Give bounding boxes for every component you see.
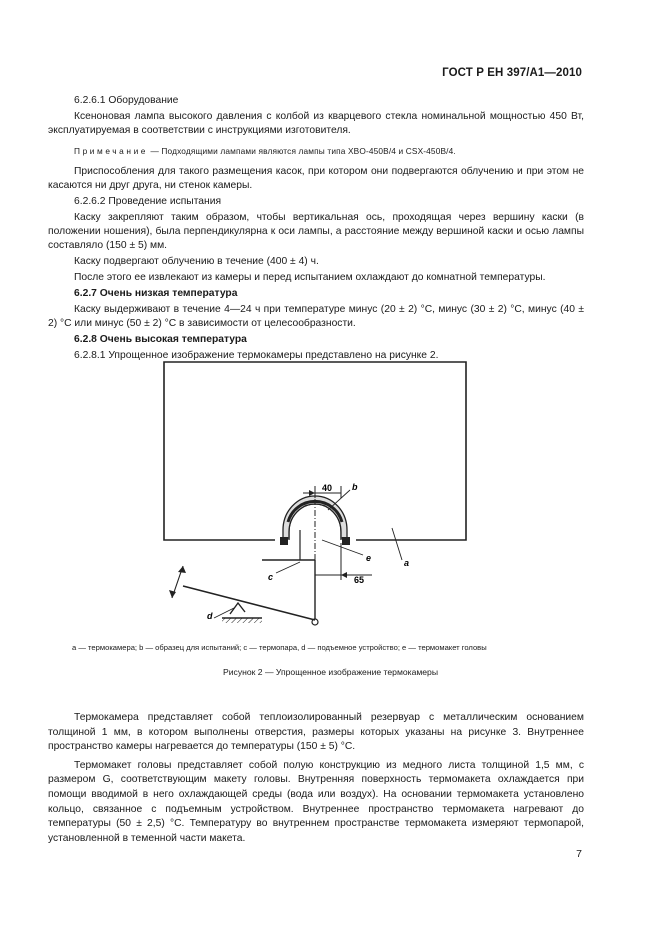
section-6261-text: Ксеноновая лампа высокого давления с колбой из кварцевого стекла номинальной мощностью 450 Вт, эксплуатируемая в соответствии с инструкциями изготовителя.	[48, 111, 584, 136]
section-6262-title: 6.2.6.2 Проведение испытания	[74, 196, 222, 207]
dim-65-label: 65	[354, 575, 365, 585]
section-6261-text2: Приспособления для такого размещения касок, при котором они подвергаются облучению и при этом не касаются ни друг друга, ни стенок камеры.	[48, 166, 584, 191]
section-6262-text2: Каску подвергают облучению в течение (400 ± 4) ч.	[74, 256, 319, 267]
body2-paragraph-1: Термокамера представляет собой теплоизолированный резервуар с металлическим основанием толщиной 1 мм, в котором выполнены отверстия, размеры которых указаны на рисунке 3. Внутреннее пространство камеры нагревается до температуры (150 ± 5) °С.	[48, 712, 584, 753]
label-d: d	[207, 611, 213, 621]
label-e: e	[366, 553, 372, 563]
section-627-text: Каску выдерживают в течение 4—24 ч при температуре минус (20 ± 2) °С, минус (30 ± 2) °С, минус (40 ± 2) °С или минус (50 ± 2) °С в зависимости от целесообразности.	[48, 304, 584, 329]
label-c: c	[268, 572, 274, 582]
section-6281-text: 6.2.8.1 Упрощенное изображение термокамеры представлено на рисунке 2.	[74, 350, 439, 361]
body-lower	[48, 711, 584, 850]
section-6262-text3: После этого ее извлекают из камеры и перед испытанием охлаждают до комнатной температуры.	[74, 272, 546, 283]
figure-legend: a — термокамера; b — образец для испытаний; c — термопара, d — подъемное устройство; e — термомакет головы	[72, 643, 487, 652]
section-6261-title: 6.2.6.1 Оборудование	[74, 95, 179, 106]
section-627-title: 6.2.7 Очень низкая температура	[74, 288, 238, 299]
note-text: — Подходящими лампами являются лампы типа XBO-450B/4 и CSX-450B/4.	[148, 146, 456, 156]
label-a: a	[404, 558, 410, 568]
dim-40-label: 40	[322, 483, 333, 493]
note-label: Примечание	[74, 146, 149, 156]
section-628-title: 6.2.8 Очень высокая температура	[74, 334, 247, 345]
page-number: 7	[576, 848, 582, 860]
body2-paragraph-2: Термомакет головы представляет собой полую конструкцию из медного листа толщиной 1,5 мм, с размером G, соответствующим макету головы. Внутренняя поверхность термомакета охлаждается при помощи вводимой в него охлаждающей среды (вода или воздух). На основании термомакета установлено кольцо, связанное с подъемным устройством. Внутреннее пространство термомакета нагревают до температуры (50 ± 2,5) °С. Температуру во внутреннем пространстве термомакета измеряют термопарой, установленной в теменной части макета.	[48, 759, 584, 844]
label-b: b	[352, 482, 358, 492]
lift-lever	[183, 586, 315, 620]
standard-header: ГОСТ Р ЕН 397/А1—2010	[442, 67, 582, 79]
section-6262-text1: Каску закрепляют таким образом, чтобы вертикальная ось, проходящая через вершину каски (в положении ношения), была перпендикулярна к оси лампы, а расстояние между вершиной каски и осью лампы составляло (150 ± 5) мм.	[48, 212, 584, 251]
figure-caption: Рисунок 2 — Упрощенное изображение термокамеры	[222, 667, 439, 677]
